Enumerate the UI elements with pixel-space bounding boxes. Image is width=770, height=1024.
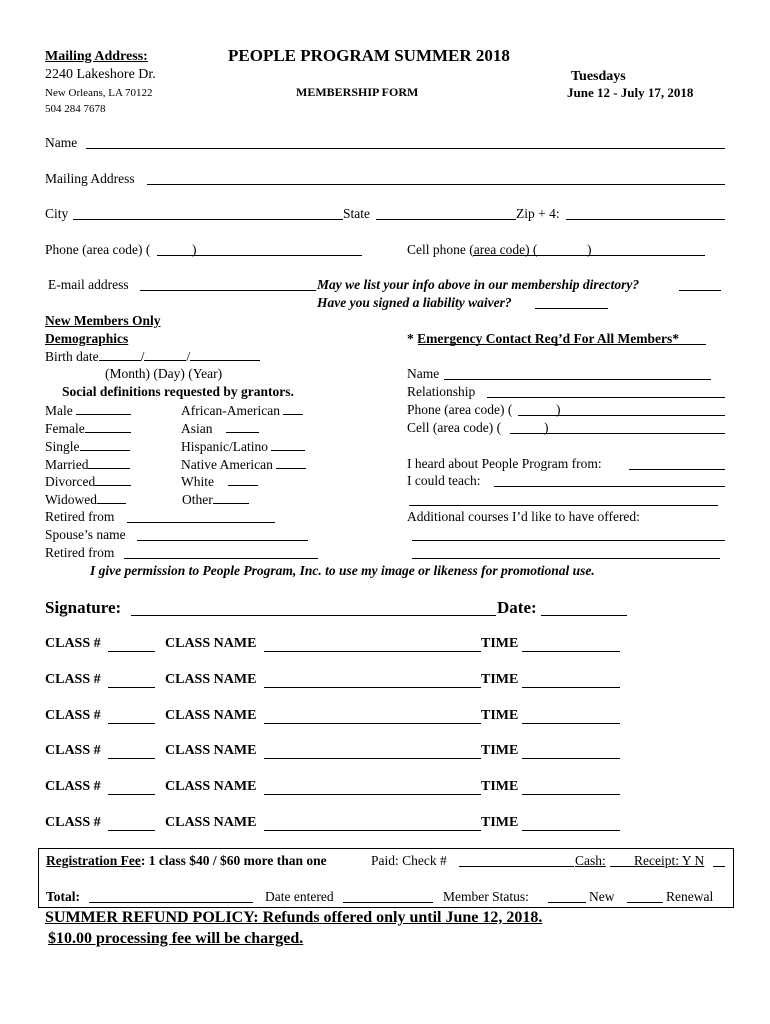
registration-fee-label: Registration Fee — [46, 853, 141, 868]
class-name-field[interactable] — [264, 794, 481, 795]
demographic-native-american[interactable] — [181, 456, 306, 473]
could-teach-field[interactable] — [494, 486, 725, 487]
cell-phone-paren-close: ) — [587, 242, 592, 257]
demographic-label: Other — [182, 492, 213, 507]
city-state-zip: New Orleans, LA 70122 — [45, 87, 153, 99]
emergency-phone-field[interactable] — [518, 415, 725, 416]
class-name-label: CLASS NAME — [165, 743, 257, 759]
emergency-name-label: Name — [407, 366, 440, 381]
class-number-label: CLASS # — [45, 671, 101, 687]
additional-courses-label: Additional courses I’d like to have offered: — [407, 509, 640, 524]
class-number-label: CLASS # — [45, 743, 101, 759]
birth-day-field[interactable] — [144, 348, 186, 361]
class-time-label: TIME — [481, 707, 519, 723]
class-time-field[interactable] — [522, 723, 620, 724]
registration-fee-text: : 1 class $40 / $60 more than one — [140, 853, 327, 868]
demographics-heading: Demographics — [45, 331, 129, 346]
demographic-label: Married — [45, 457, 89, 472]
mailing-address-field-label: Mailing Address — [45, 171, 135, 186]
directory-question: May we list your info above in our membership directory? — [317, 277, 640, 292]
state-field[interactable] — [376, 219, 516, 220]
mailing-address-label: Mailing Address: — [45, 49, 148, 64]
relationship-label: Relationship — [407, 384, 476, 399]
class-time-field[interactable] — [522, 687, 620, 688]
class-name-field[interactable] — [264, 830, 481, 831]
status-new-field[interactable] — [548, 902, 586, 903]
signature-label: Signature: — [45, 598, 122, 617]
class-number-label: CLASS # — [45, 815, 101, 830]
could-teach-field-2[interactable] — [409, 505, 718, 506]
class-name-field[interactable] — [264, 687, 481, 688]
demographic-label: Male — [45, 403, 73, 418]
class-name-field[interactable] — [264, 758, 481, 759]
spouse-name-label: Spouse’s name — [45, 527, 126, 542]
phone-paren-close: ) — [192, 242, 197, 257]
class-number-field[interactable] — [108, 830, 155, 831]
class-number-field[interactable] — [108, 723, 155, 724]
paid-check-label: Paid: Check # — [371, 853, 447, 868]
class-name-label: CLASS NAME — [165, 671, 257, 687]
phone-field[interactable] — [157, 255, 362, 256]
class-time-label: TIME — [481, 779, 519, 795]
class-name-label: CLASS NAME — [165, 636, 257, 651]
class-time-field[interactable] — [522, 758, 620, 759]
cash-field[interactable] — [610, 866, 634, 867]
class-number-field[interactable] — [108, 651, 155, 652]
retired-from-2-label: Retired from — [45, 545, 115, 560]
zip-label: Zip + 4: — [516, 206, 560, 221]
demographic-married[interactable] — [45, 456, 130, 473]
birth-date-text: Birth date — [45, 349, 99, 364]
demographic-single[interactable] — [45, 438, 130, 455]
birth-month-field[interactable] — [99, 348, 141, 361]
check-number-field[interactable] — [459, 866, 574, 867]
demographic-label: Female — [45, 421, 85, 436]
program-day: Tuesdays — [571, 69, 626, 84]
retired-from-label: Retired from — [45, 509, 115, 524]
additional-courses-field-1[interactable] — [412, 540, 725, 541]
emergency-heading-text: * Emergency Contact Req’d For All Members* — [407, 331, 679, 346]
receipt-label: Receipt: Y N — [634, 853, 705, 868]
class-time-label: TIME — [481, 636, 519, 651]
status-renewal-label: Renewal — [666, 889, 714, 904]
class-name-field[interactable] — [264, 723, 481, 724]
class-name-label: CLASS NAME — [165, 779, 257, 795]
emergency-phone-label: Phone (area code) ( — [407, 402, 513, 417]
heard-about-label: I heard about People Program from: — [407, 456, 602, 471]
emergency-cell-field[interactable] — [510, 433, 725, 434]
class-time-label: TIME — [481, 743, 519, 759]
new-members-heading: New Members Only — [45, 313, 161, 328]
waiver-question: Have you signed a liability waiver? — [317, 295, 512, 310]
class-time-label: TIME — [481, 815, 519, 830]
date-label: Date: — [497, 598, 537, 617]
receipt-field[interactable] — [713, 866, 725, 867]
name-field[interactable] — [86, 148, 725, 149]
date-entered-field[interactable] — [343, 902, 433, 903]
waiver-answer-field[interactable] — [535, 308, 608, 309]
demographic-label: Widowed — [45, 492, 97, 507]
name-label: Name — [45, 135, 78, 150]
total-field[interactable] — [89, 902, 253, 903]
class-name-field[interactable] — [264, 651, 481, 652]
demographic-male[interactable] — [45, 402, 131, 419]
additional-courses-field-2[interactable] — [412, 558, 720, 559]
class-number-field[interactable] — [108, 794, 155, 795]
class-time-field[interactable] — [522, 794, 620, 795]
mailing-address-field[interactable] — [147, 184, 725, 185]
directory-answer-field[interactable] — [679, 290, 721, 291]
zip-field[interactable] — [566, 219, 725, 220]
directory-question-text: May we list your info above in our membership directory — [317, 277, 633, 292]
processing-fee: $10.00 processing fee will be charged. — [48, 930, 304, 947]
program-dates: June 12 - July 17, 2018 — [567, 85, 694, 100]
cash-label: Cash: — [575, 853, 606, 868]
class-number-label: CLASS # — [45, 707, 101, 723]
refund-policy: SUMMER REFUND POLICY: Refunds offered only until June 12, 2018. — [45, 909, 543, 926]
heard-about-field[interactable] — [629, 469, 725, 470]
class-name-label: CLASS NAME — [165, 815, 257, 830]
registration-fee-line — [46, 853, 327, 869]
demographic-asian[interactable] — [181, 420, 259, 437]
city-field[interactable] — [73, 219, 343, 220]
emergency-phone-paren-close: ) — [556, 402, 561, 417]
demographic-hispanic[interactable] — [181, 438, 305, 455]
class-number-label: CLASS # — [45, 779, 101, 795]
demographic-female[interactable] — [45, 420, 131, 437]
class-time-field[interactable] — [522, 651, 620, 652]
emergency-heading-underline — [418, 344, 706, 345]
status-renewal-field[interactable] — [627, 902, 663, 903]
social-definitions-heading: Social definitions requested by grantors. — [62, 384, 294, 399]
relationship-field[interactable] — [487, 397, 725, 398]
date-entered-label: Date entered — [265, 889, 334, 904]
could-teach-label: I could teach: — [407, 473, 481, 488]
cell-phone-label: Cell phone (area code) ( — [407, 242, 538, 257]
demographic-widowed[interactable] — [45, 491, 126, 508]
city-label: City — [45, 206, 69, 221]
class-number-field[interactable] — [108, 687, 155, 688]
email-field[interactable] — [140, 290, 316, 291]
demographic-other[interactable] — [182, 491, 249, 508]
demographic-label: Native American — [181, 457, 273, 472]
demographic-label: Asian — [181, 421, 213, 436]
class-name-label: CLASS NAME — [165, 707, 257, 723]
demographic-label: African-American — [181, 403, 280, 418]
demographic-label: Single — [45, 439, 80, 454]
retired-from-2-field[interactable] — [124, 558, 318, 559]
retired-from-field[interactable] — [127, 522, 275, 523]
state-label: State — [343, 206, 370, 221]
demographic-african-american[interactable] — [181, 402, 303, 419]
class-number-label: CLASS # — [45, 636, 101, 651]
birth-date-label: Birth date / / — [45, 348, 260, 365]
email-label: E-mail address — [48, 277, 129, 292]
birth-year-field[interactable] — [190, 348, 260, 361]
demographic-divorced[interactable] — [45, 473, 131, 490]
class-time-field[interactable] — [522, 830, 620, 831]
demographic-label: Divorced — [45, 474, 96, 489]
demographic-white[interactable] — [181, 473, 258, 490]
emergency-cell-paren-close: ) — [544, 420, 549, 435]
member-status-label: Member Status: — [443, 889, 529, 904]
demographic-label: White — [181, 474, 214, 489]
status-new-label: New — [589, 889, 615, 904]
cell-phone-field[interactable] — [473, 255, 705, 256]
class-time-label: TIME — [481, 671, 519, 687]
image-permission: I give permission to People Program, Inc. to use my image or likeness for promotional use. — [90, 563, 595, 578]
class-number-field[interactable] — [108, 758, 155, 759]
signature-field[interactable] — [131, 615, 496, 616]
signature-date-field[interactable] — [541, 615, 627, 616]
emergency-cell-label: Cell (area code) ( — [407, 420, 502, 435]
birth-date-format: (Month) (Day) (Year) — [105, 366, 223, 381]
contact-phone: 504 284 7678 — [45, 103, 106, 115]
street-address: 2240 Lakeshore Dr. — [45, 67, 156, 82]
form-subtitle: MEMBERSHIP FORM — [296, 85, 419, 99]
total-label: Total: — [46, 889, 81, 904]
spouse-name-field[interactable] — [137, 540, 308, 541]
phone-label: Phone (area code) ( — [45, 242, 151, 257]
form-title: PEOPLE PROGRAM SUMMER 2018 — [228, 46, 510, 65]
emergency-name-field[interactable] — [444, 379, 711, 380]
demographic-label: Hispanic/Latino — [181, 439, 268, 454]
